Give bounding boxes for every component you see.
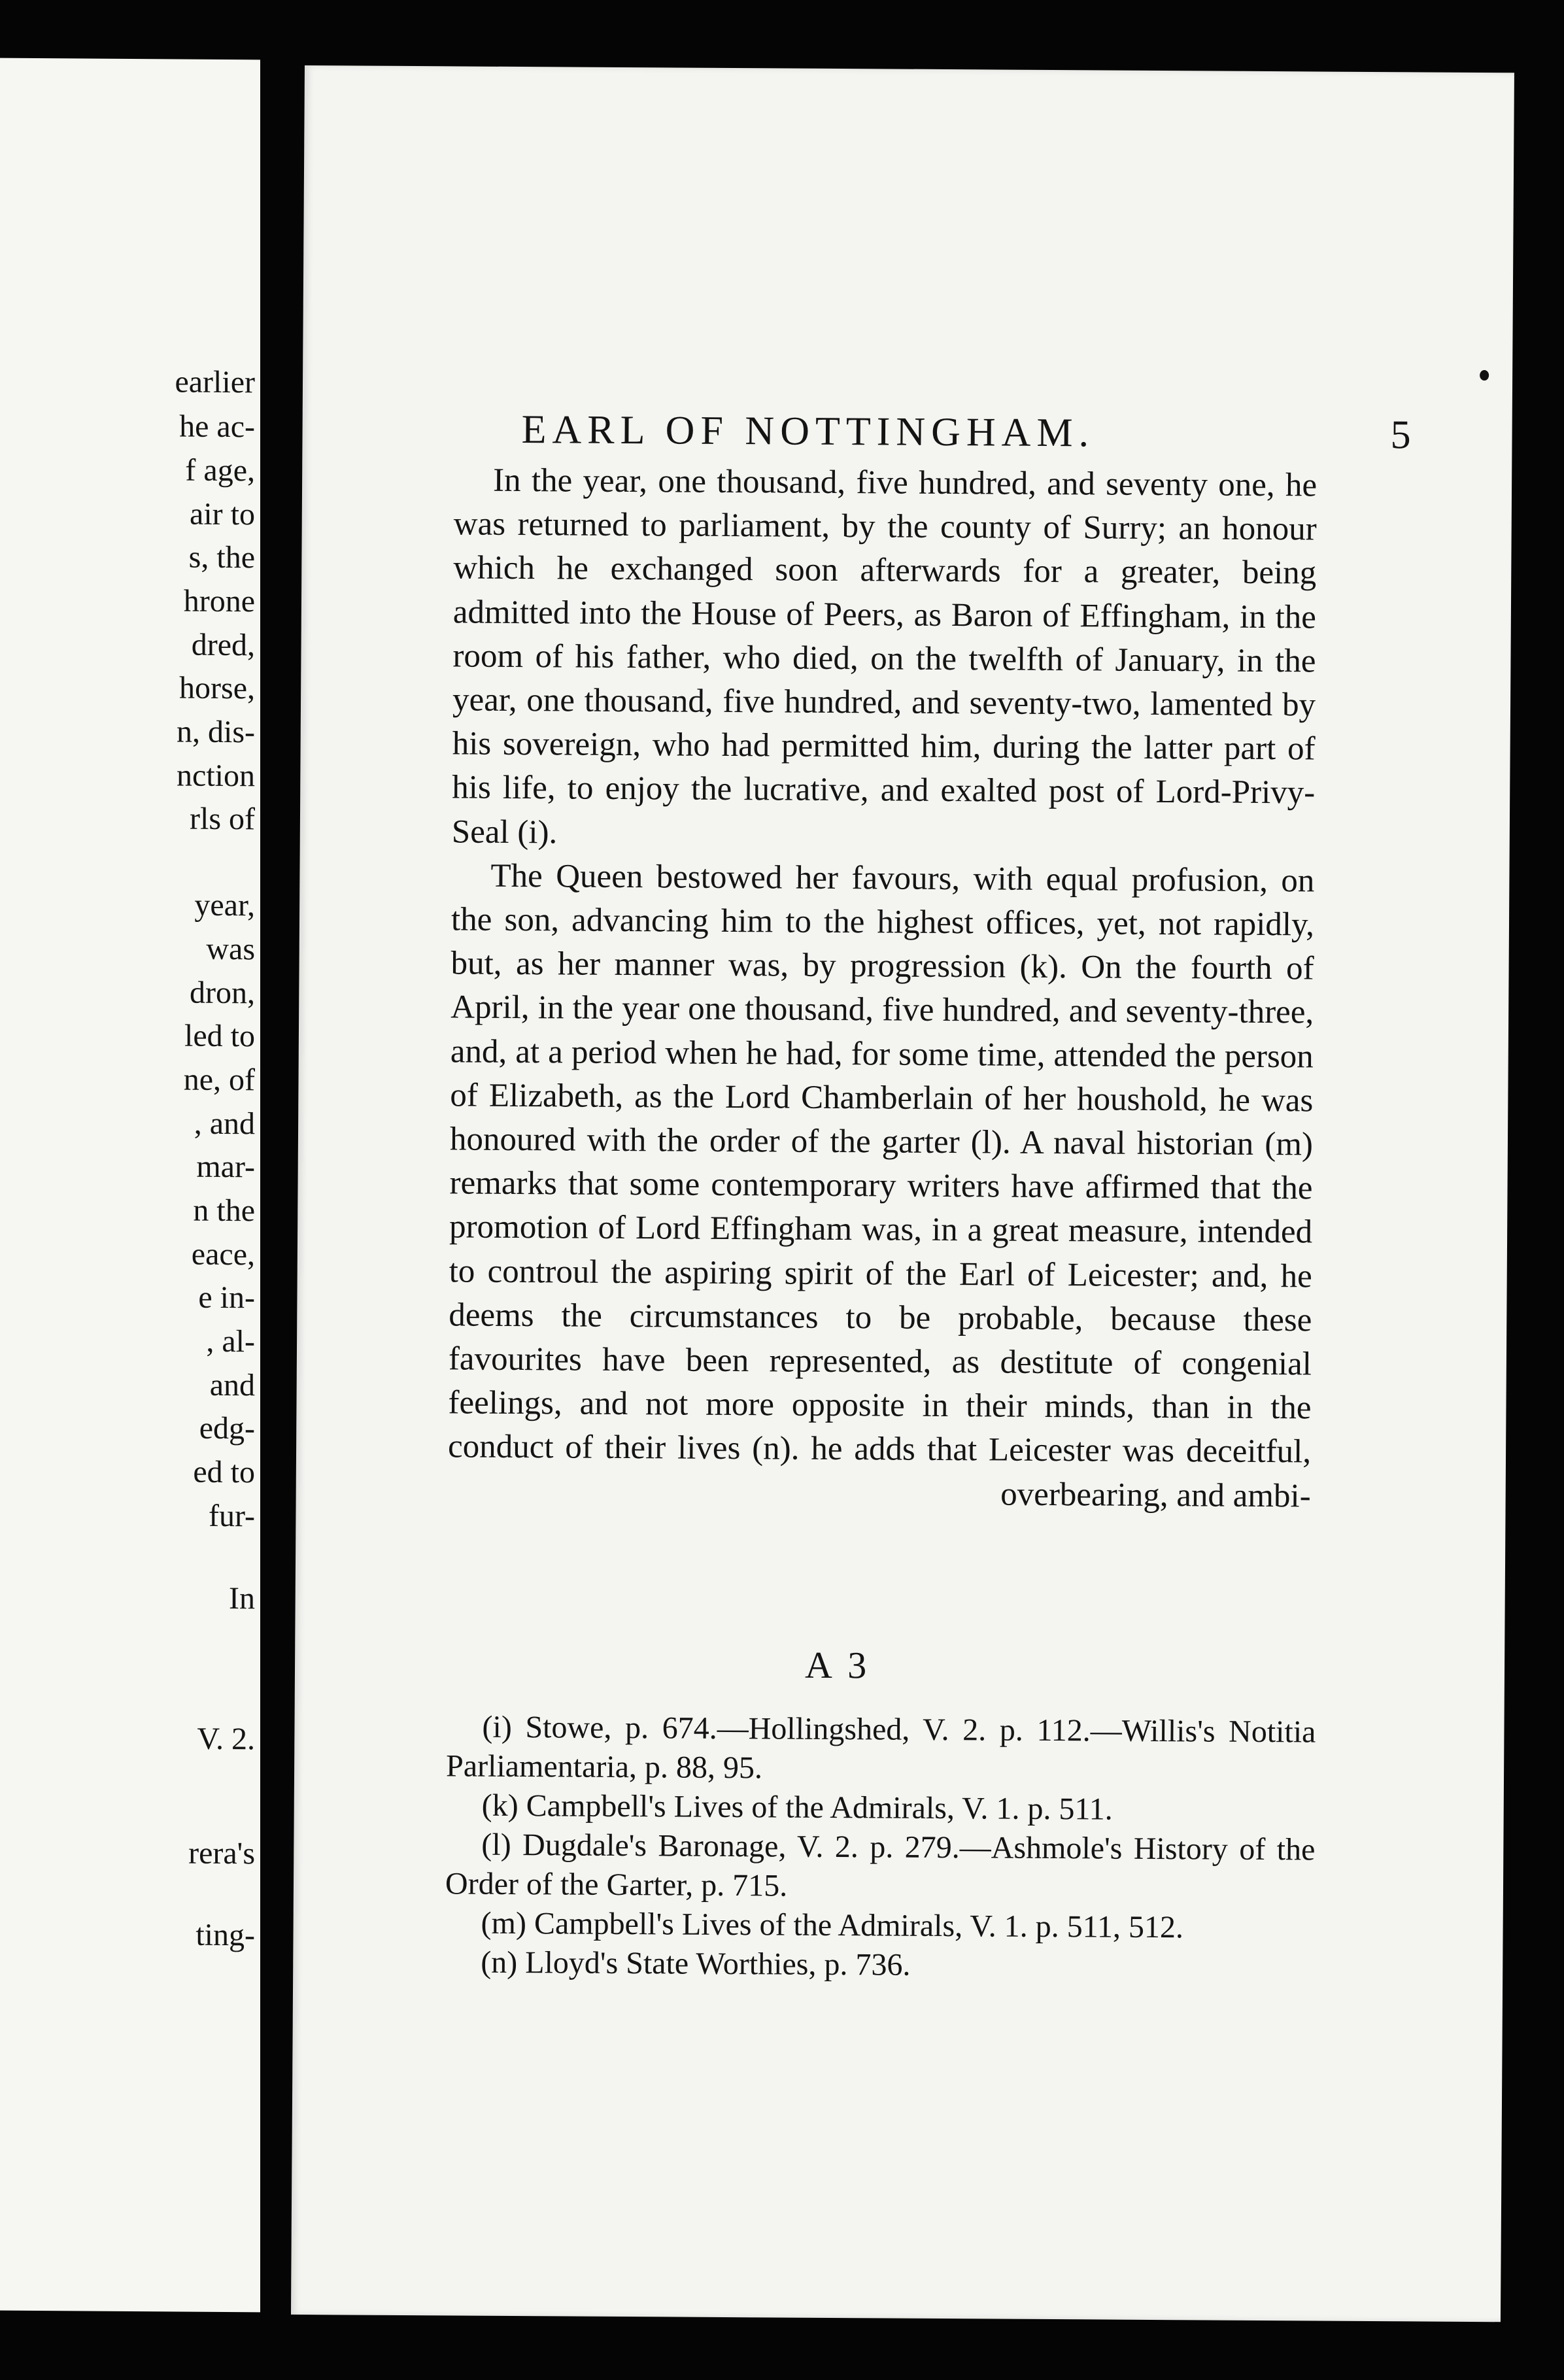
running-title: EARL OF NOTTINGHAM. [521,407,1095,456]
footnote: (k) Campbell's Lives of the Admirals, V. 1. p. 511. [481,1788,1113,1827]
left-page-fragment: In [229,1581,255,1616]
main-text [447,458,1317,1518]
left-page-fragment: year, [194,887,255,923]
left-page-fragment: horse, [179,670,255,706]
paragraph: In the year, one thousand, five hundred, and seventy one, he was returned to parliament, by the county of Surry; an honour which he exchanged soon afterwards for a greater, being admitted into the House of Peers, as Baron of Effingham, in the room of his father, who died, on the twelfth of January, in the year, one thousand, five hundred, and seventy-two, lamented by his sovereign, who had permitted him, during the latter part of his life, to enjoy the lucrative, and exalted post of Lord-Privy-Seal (i). [451,462,1318,851]
left-page-fragment: ed to [193,1454,255,1490]
left-page-fragment: air to [190,496,255,532]
left-page-fragment: f age, [185,452,255,488]
ink-speck [1480,370,1489,381]
left-page-fragment: ting- [196,1917,255,1953]
left-page-fragment: dred, [191,627,255,663]
left-page-fragment: eace, [191,1236,255,1272]
left-page-fragment: mar- [196,1149,255,1185]
footnotes [445,1707,1316,1987]
signature-mark: A 3 [804,1643,871,1687]
left-page-fragment: fur- [209,1498,255,1534]
left-page-fragment: e in- [198,1280,255,1316]
footnote: (n) Lloyd's State Worthies, p. 736. [481,1945,911,1982]
left-page-fragment: n the [193,1193,255,1229]
left-page-fragment: , and [194,1106,255,1142]
left-page-edge [0,58,260,2313]
left-page-fragment: rera's [188,1835,255,1871]
left-page-fragment: earlier [175,364,255,400]
paragraph: The Queen bestowed her favours, with equal profusion, on the son, advancing him to the highest offices, yet, not rapidly, but, as her manner was, by progression (k). On the fourth of April, in the year one thousand, five hundred, and seventy-three, and, at a period when he had, for some time, attended the person of Elizabeth, as the Lord Chamberlain of her houshold, he was honoured with the order of the garter (l). A naval historian (m) remarks that some contemporary writers have affirmed that the promotion of Lord Effingham was, in a great measure, intended to controul the aspiring spirit of the Earl of Leicester; and, he deems the circumstances to be probable, because these favourites have been represented, as destitute of congenial feelings, and not more opposite in their minds, than in the conduct of their lives (n). he adds that Leicester was deceitful, overbearing, and ambi- [447,857,1315,1515]
left-page-fragment: V. 2. [197,1721,255,1757]
running-head [521,407,1410,458]
right-page [291,65,1514,2322]
left-page-fragment: and [209,1367,255,1403]
left-page-fragment: hrone [183,583,255,619]
page-number: 5 [1390,413,1411,458]
left-page-fragment: rls of [190,801,255,837]
left-page-fragment: , al- [206,1323,255,1359]
footnote: (l) Dugdale's Baronage, V. 2. p. 279.—Ashmole's History of the Order of the Garter, p. 715. [445,1827,1316,1903]
left-page-fragment: led to [184,1018,255,1054]
left-page-fragment: s, the [188,539,255,575]
left-page-fragment: edg- [199,1410,255,1446]
left-page-fragment: he ac- [179,409,255,445]
left-page-fragment: dron, [190,975,255,1011]
left-page-fragment: nction [177,758,255,794]
left-page-fragment: ne, of [183,1062,255,1098]
left-page-fragment: n, dis- [177,714,255,750]
footnote: (m) Campbell's Lives of the Admirals, V. 1. p. 511, 512. [481,1905,1184,1945]
left-page-fragment: was [206,931,255,967]
footnote: (i) Stowe, p. 674.—Hollingshed, V. 2. p. 112.—Willis's Notitia Parliamentaria, p. 88, 95. [445,1709,1316,1786]
